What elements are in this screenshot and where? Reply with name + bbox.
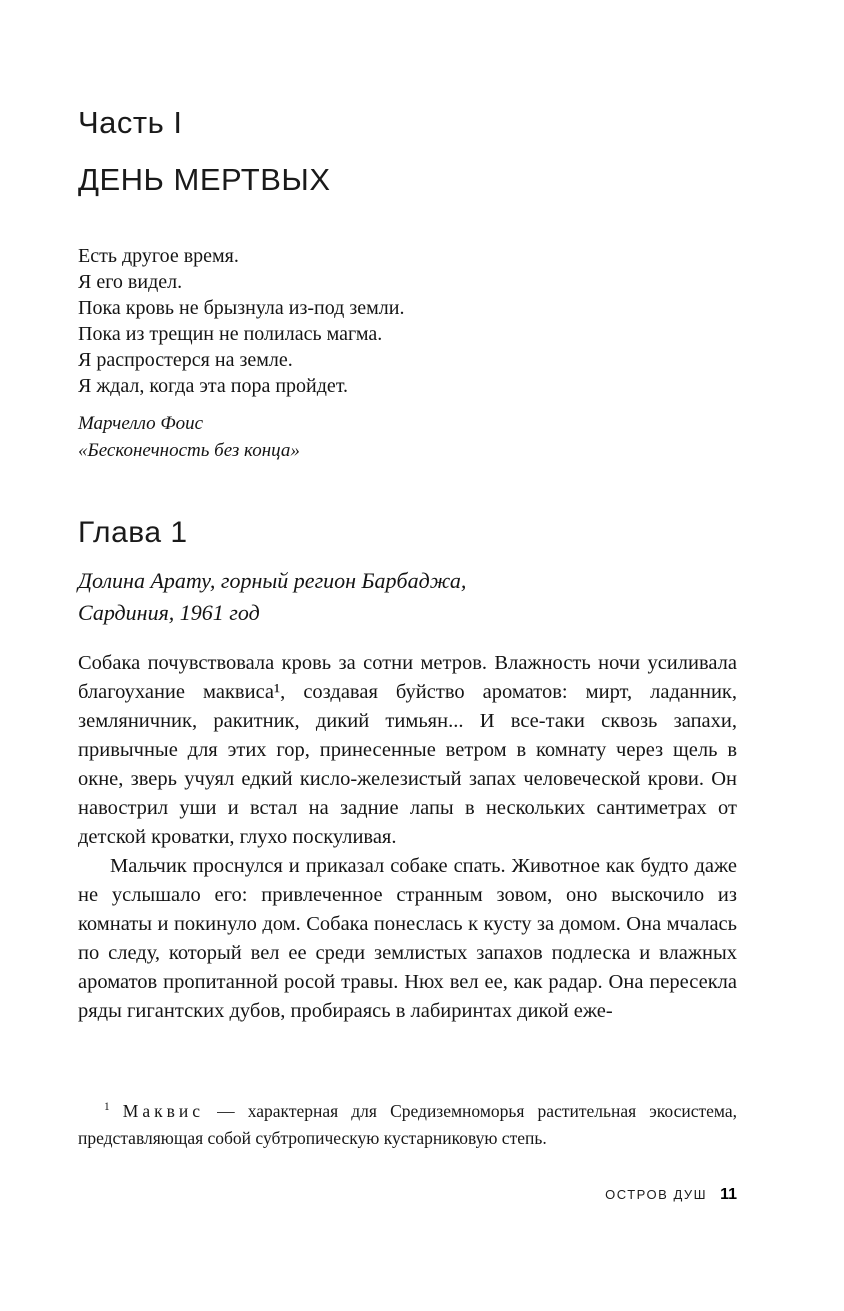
epigraph-line: Пока из трещин не полилась магма. — [78, 323, 383, 346]
body-paragraph: Собака почувствовала кровь за сотни метров. Влажность ночи усиливала благоухание маквиса¹, создавая буйство ароматов: мирт, ладанник, земляничник, ракитник, дикий тимьян... И все-таки сквозь запахи, привычные для этих гор, принесенные ветром в комнату через щель в окне, зверь учуял едкий кисло-железистый запах человеческой крови. Он навострил уши и встал на задние лапы в нескольких сантиметрах от детской кроватки, глухо поскуливая. — [78, 652, 737, 849]
footnote-term: Маквис — [122, 1101, 205, 1121]
epigraph-line: Я его видел. — [78, 271, 183, 294]
epigraph-work: «Бесконечность без конца» — [78, 440, 300, 462]
epigraph-line: Пока кровь не брызнула из-под земли. — [78, 297, 405, 320]
epigraph-line: Есть другое время. — [78, 245, 239, 268]
chapter-heading: Глава 1 — [78, 516, 188, 550]
footnote-text: — характерная для Средиземноморья растительная экосистема, представляющая собой субтропическую кустарниковую степь. — [78, 1101, 737, 1148]
epigraph-line: Я ждал, когда эта пора пройдет. — [78, 375, 349, 398]
part-title: ДЕНЬ МЕРТВЫХ — [78, 162, 331, 198]
body-paragraph: Мальчик проснулся и приказал собаке спать. Животное как будто даже не услышало его: привлеченное странным зовом, оно выскочило из комнаты и покинуло дом. Собака понеслась к кусту за домом. Она мчалась по следу, который вел ее среди землистых запахов подлеска и влажных ароматов пропитанной росой травы. Нюх вел ее, как радар. Она пересекла ряды гигантских дубов, пробираясь в лабиринтах дикой еже- — [78, 855, 737, 1023]
epigraph — [78, 243, 737, 399]
dateline-line: Долина Арату, горный регион Барбаджа, — [78, 568, 467, 594]
part-label: Часть I — [78, 105, 183, 140]
epigraph-credit — [78, 410, 737, 464]
page-number: 11 — [720, 1186, 737, 1203]
page-content — [78, 0, 737, 1026]
footnote — [78, 1098, 737, 1152]
epigraph-line: Я распростерся на земле. — [78, 349, 293, 372]
chapter-dateline — [78, 565, 737, 629]
body-text — [78, 649, 737, 1026]
dateline-line: Сардиния, 1961 год — [78, 600, 260, 626]
epigraph-author: Марчелло Фоис — [78, 413, 204, 435]
footnote-marker: 1 — [104, 1101, 110, 1114]
running-title: ОСТРОВ ДУШ — [605, 1187, 708, 1202]
page-footer — [78, 1186, 737, 1204]
